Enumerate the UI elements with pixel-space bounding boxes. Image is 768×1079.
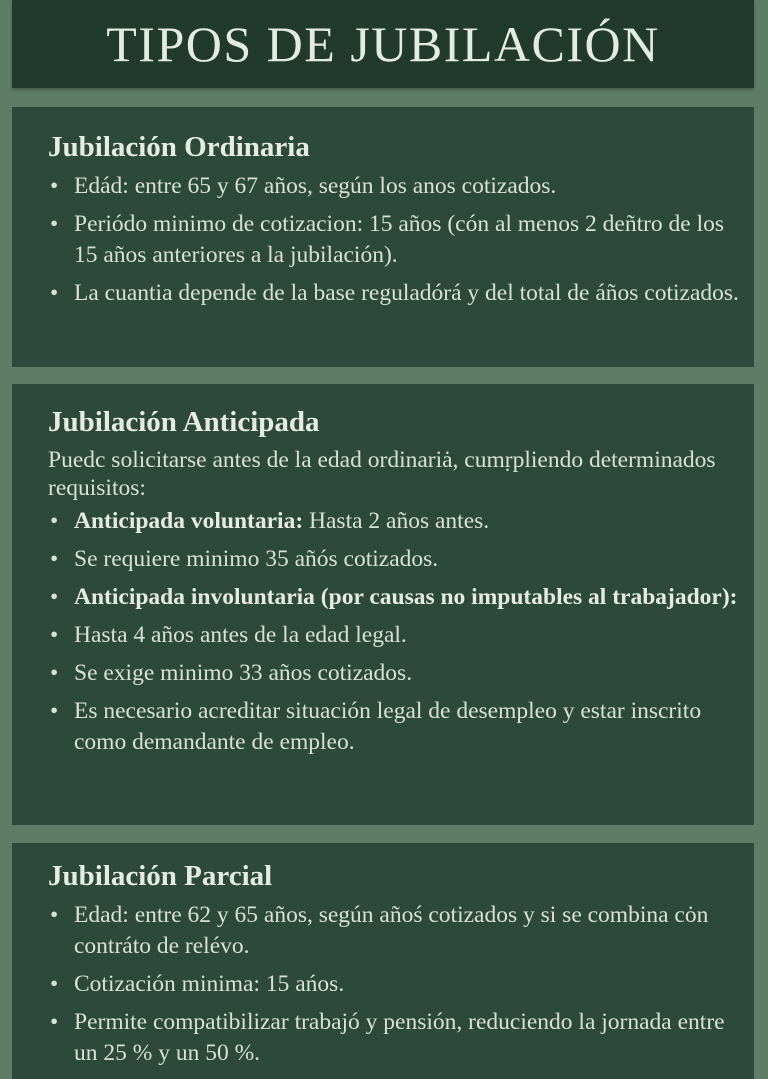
bullet-icon: • (50, 173, 59, 199)
bullet-icon: • (50, 546, 59, 572)
item-text: Hasta 4 años antes de la edad legal. (74, 622, 407, 648)
bullet-list (48, 900, 744, 1069)
item-text: Cotización minima: 15 ańos. (74, 971, 345, 997)
bullet-icon: • (50, 280, 59, 306)
section-parcial (12, 843, 754, 1079)
list-item (48, 171, 744, 202)
section-heading: Jubilación Parcial (48, 860, 273, 892)
list-item (48, 209, 744, 271)
section-intro: Puedc solicitarse antes de la edad ordinariȧ, cumṛpliendo determinados requisitos: (48, 447, 716, 501)
list-item (48, 1007, 744, 1069)
bullet-icon: • (50, 211, 59, 237)
list-item (48, 582, 744, 613)
list-item (48, 544, 744, 575)
bullet-list (48, 171, 744, 309)
list-item (48, 278, 744, 309)
list-item (48, 696, 744, 758)
list-item (48, 900, 744, 962)
item-text: La cuantia depende de la base reguladórá y del total de áños cotizados. (74, 280, 739, 306)
section-heading: Jubilación Ordinaria (48, 131, 310, 163)
list-item (48, 969, 744, 1000)
list-item (48, 658, 744, 689)
item-text: Permite compatibilizar trabajó y pensión, reduciendo la jornada entre un 25 % y un 50 %. (74, 1009, 725, 1066)
bullet-icon: • (50, 584, 59, 610)
bullet-list (48, 506, 744, 758)
item-text: Hasta 2 años antes. (303, 508, 490, 534)
bullet-icon: • (50, 902, 59, 928)
item-text: Es necesario acreditar situación legal de desempleo y estar inscrito como demandante de empleo. (74, 698, 702, 755)
bullet-icon: • (50, 1009, 59, 1035)
item-text: Se requiere minimo 35 añós cotizados. (74, 546, 439, 572)
list-item (48, 506, 744, 537)
bullet-icon: • (50, 660, 59, 686)
title-banner (12, 0, 754, 88)
section-anticipada (12, 384, 754, 825)
bullet-icon: • (50, 508, 59, 534)
item-text: Periódo minimo de cotizacion: 15 años (cón al menos 2 deñtro de los 15 años anteriores a la jubilación). (74, 211, 725, 268)
bullet-icon: • (50, 622, 59, 648)
item-text: Edád: entre 65 y 67 años, según los anos cotizados. (74, 173, 557, 199)
item-bold-label: Anticipada voluntaria: (74, 508, 304, 534)
item-text: Edad: entre 62 y 65 años, según añoś cotizados y si se combina cȯn contráto de relévo. (74, 902, 709, 959)
section-ordinaria (12, 107, 754, 367)
item-bold-label: Anticipada involuntaria (por causas no imputables al trabajador): (74, 584, 738, 610)
section-heading: Jubilación Anticipada (48, 406, 320, 438)
page-title: TIPOS DE JUBILACIÓN (106, 16, 660, 72)
bullet-icon: • (50, 698, 59, 724)
list-item (48, 620, 744, 651)
item-text: Se exige minimo 33 años cotizados. (74, 660, 413, 686)
bullet-icon: • (50, 971, 59, 997)
